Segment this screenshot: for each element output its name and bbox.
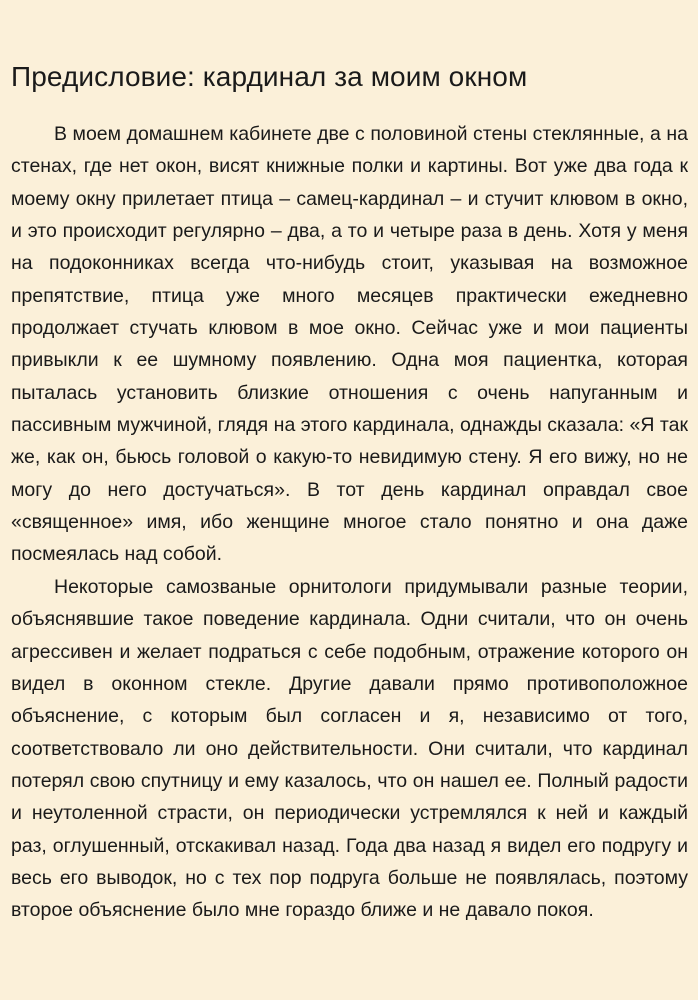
paragraph-2: Некоторые самозваные орнитологи придумывали разные теории, объяснявшие такое поведение кардинала. Одни считали, что он очень агрессивен и желает подраться с себе подобным, отражение которого он видел в оконном стекле. Другие давали прямо противоположное объяснение, с которым был согласен и я, независимо от того, соответствовало ли оно действительности. Они считали, что кардинал потерял свою спутницу и ему казалось, что он нашел ее. Полный радости и неутоленной страсти, он периодически устремлялся к ней и каждый раз, оглушенный, отскакивал назад. Года два назад я видел его подругу и весь его выводок, но с тех пор подруга больше не появлялась, поэтому второе объяснение было мне гораздо ближе и не давало покоя. (11, 575, 688, 922)
paragraph-1: В моем домашнем кабинете две с половиной стены стеклянные, а на стенах, где нет окон, висят книжные полки и картины. Вот уже два года к моему окну прилетает птица – самец-кардинал – и стучит клювом в окно, и это происходит регулярно – два, а то и четыре раза в день. Хотя у меня на подоконниках всегда что-нибудь стоит, указывая на возможное препятствие, птица уже много месяцев практически ежедневно продолжает стучать клювом в мое окно. Сейчас уже и мои пациенты привыкли к ее шумному появлению. Одна моя пациентка, которая пыталась установить близкие отношения с очень напуганным и пассивным мужчиной, глядя на этого кардинала, однажды сказала: «Я так же, как он, бьюсь головой о какую-то невидимую стену. Я его вижу, но не могу до него достучаться». В тот день кардинал оправдал свое «священное» имя, ибо женщине многое стало понятно и она даже посмеялась над собой. (11, 123, 688, 566)
chapter-title: Предисловие: кардинал за моим окном (11, 61, 528, 92)
